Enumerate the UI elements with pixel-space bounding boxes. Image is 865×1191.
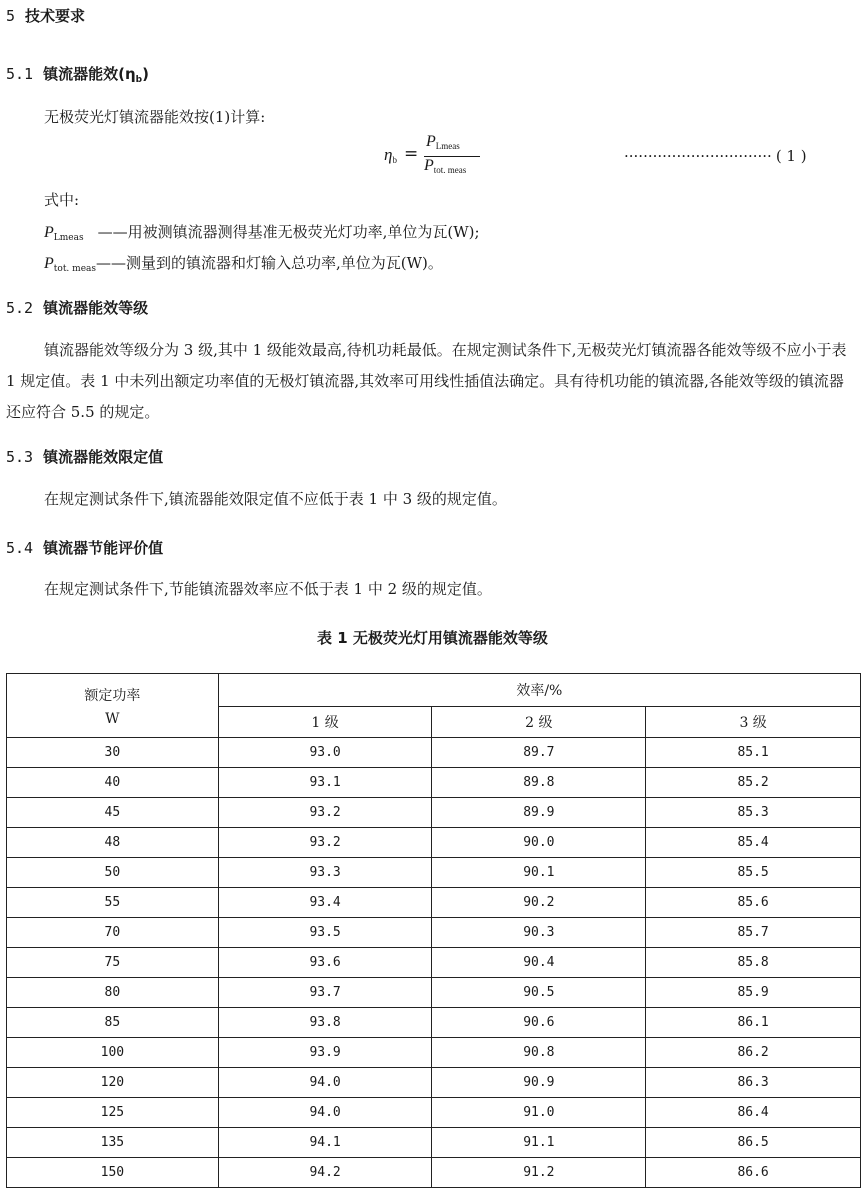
section-title: 镇流器能效等级 [43,299,149,317]
cell-level-3: 85.8 [646,948,861,978]
cell-level-1: 94.2 [218,1158,432,1188]
cell-level-1: 93.1 [218,768,432,798]
formula-intro: 无极荧光灯镇流器能效按(1)计算: [44,108,266,126]
cell-level-3: 85.4 [646,828,861,858]
cell-level-3: 85.5 [646,858,861,888]
cell-level-3: 85.6 [646,888,861,918]
cell-level-2: 91.2 [432,1158,646,1188]
cell-level-2: 91.1 [432,1128,646,1158]
header-efficiency: 效率/% [218,674,860,707]
cell-level-3: 85.9 [646,978,861,1008]
cell-level-1: 93.2 [218,828,432,858]
section-number: 5.1 [6,65,34,83]
cell-level-1: 93.2 [218,798,432,828]
cell-power: 70 [7,918,219,948]
table-row [7,828,861,858]
cell-level-2: 90.0 [432,828,646,858]
table-row [7,1008,861,1038]
cell-level-2: 89.7 [432,738,646,768]
paragraph-5-2: 镇流器能效等级分为 3 级,其中 1 级能效最高,待机功耗最低。在规定测试条件下,无极荧光灯镇流器各能效等级不应小于表 1 规定值。表 1 中未列出额定功率值的无极灯镇流器,其效率可用线性插值法确定。具有待机功能的镇流器,各能效等级的镇流器还应符合 5.5 的规定。 [6,341,847,421]
cell-level-1: 93.7 [218,978,432,1008]
table-row [7,948,861,978]
table-row [7,798,861,828]
cell-level-3: 85.1 [646,738,861,768]
section-title: 镇流器能效限定值 [43,448,164,466]
efficiency-table [6,673,861,1188]
cell-power: 50 [7,858,219,888]
cell-level-2: 90.2 [432,888,646,918]
table-body [7,738,861,1188]
section-5-4-heading [6,537,163,558]
table-row [7,1038,861,1068]
cell-power: 75 [7,948,219,978]
where-label: 式中: [44,191,80,209]
formula-lhs: $\eta_b$ [384,145,397,165]
cell-level-1: 93.9 [218,1038,432,1068]
cell-power: 150 [7,1158,219,1188]
cell-level-2: 90.9 [432,1068,646,1098]
header-rated-power: 额定功率 W [7,674,219,738]
cell-level-1: 94.1 [218,1128,432,1158]
table-caption: 表 1 无极荧光灯用镇流器能效等级 [317,629,548,647]
header-level-1: 1 级 [218,707,432,738]
cell-power: 85 [7,1008,219,1038]
cell-power: 48 [7,828,219,858]
cell-level-2: 90.8 [432,1038,646,1068]
cell-level-1: 93.8 [218,1008,432,1038]
cell-power: 120 [7,1068,219,1098]
table-row [7,1068,861,1098]
cell-level-2: 90.1 [432,858,646,888]
cell-level-3: 85.2 [646,768,861,798]
section-title: 镇流器能效(η [43,65,136,83]
section-5-2-heading [6,297,148,318]
cell-level-1: 93.6 [218,948,432,978]
section-5-1-heading [6,63,149,85]
definition-p-tot: $P_{tot. meas}——$测量到的镇流器和灯输入总功率,单位为瓦(W)。 [44,254,443,274]
table-row [7,1128,861,1158]
cell-level-3: 86.2 [646,1038,861,1068]
formula-denominator: $P_{tot. meas}$ [424,157,467,175]
cell-level-2: 91.0 [432,1098,646,1128]
cell-level-2: 90.6 [432,1008,646,1038]
section-5-3-heading [6,446,163,467]
formula-equals: = [404,144,419,164]
cell-level-1: 94.0 [218,1068,432,1098]
table-row [7,1098,861,1128]
cell-level-2: 90.4 [432,948,646,978]
cell-level-2: 89.8 [432,768,646,798]
section-title-subscript: b [135,75,143,85]
section-number: 5.2 [6,299,34,317]
cell-power: 30 [7,738,219,768]
cell-power: 135 [7,1128,219,1158]
cell-level-3: 85.7 [646,918,861,948]
paragraph-5-4: 在规定测试条件下,节能镇流器效率应不低于表 1 中 2 级的规定值。 [44,580,492,598]
cell-level-2: 90.3 [432,918,646,948]
cell-level-3: 85.3 [646,798,861,828]
cell-power: 45 [7,798,219,828]
cell-level-2: 89.9 [432,798,646,828]
cell-level-1: 93.0 [218,738,432,768]
table-row [7,1158,861,1188]
header-level-2: 2 级 [432,707,646,738]
section-number: 5.3 [6,448,34,466]
cell-level-3: 86.6 [646,1158,861,1188]
cell-level-1: 93.5 [218,918,432,948]
efficiency-formula [384,133,494,181]
header-level-3: 3 级 [646,707,861,738]
cell-power: 100 [7,1038,219,1068]
cell-level-2: 90.5 [432,978,646,1008]
section-number: 5.4 [6,539,34,557]
cell-level-3: 86.1 [646,1008,861,1038]
cell-level-1: 93.4 [218,888,432,918]
paragraph-5-3: 在规定测试条件下,镇流器能效限定值不应低于表 1 中 3 级的规定值。 [44,490,507,508]
section-number: 5 [6,7,16,25]
cell-level-3: 86.4 [646,1098,861,1128]
section-title-close: ) [142,65,149,83]
cell-power: 125 [7,1098,219,1128]
table-row [7,858,861,888]
cell-level-1: 94.0 [218,1098,432,1128]
section-5-heading [6,5,85,26]
cell-power: 40 [7,768,219,798]
cell-level-1: 93.3 [218,858,432,888]
formula-number: ( 1 ) [775,147,807,165]
definition-p-lmeas: $P_{Lmeas}$ ——用被测镇流器测得基准无极荧光灯功率,单位为瓦(W); [44,223,480,243]
cell-power: 80 [7,978,219,1008]
table-row [7,888,861,918]
cell-level-3: 86.5 [646,1128,861,1158]
formula-number-leader: ······························· ( 1 ) [624,147,807,165]
table-row [7,738,861,768]
table-row [7,918,861,948]
cell-power: 55 [7,888,219,918]
section-title: 技术要求 [25,7,86,25]
table-row [7,768,861,798]
section-title: 镇流器节能评价值 [43,539,164,557]
table-row [7,978,861,1008]
cell-level-3: 86.3 [646,1068,861,1098]
formula-numerator: $P_{Lmeas}$ [426,133,460,151]
